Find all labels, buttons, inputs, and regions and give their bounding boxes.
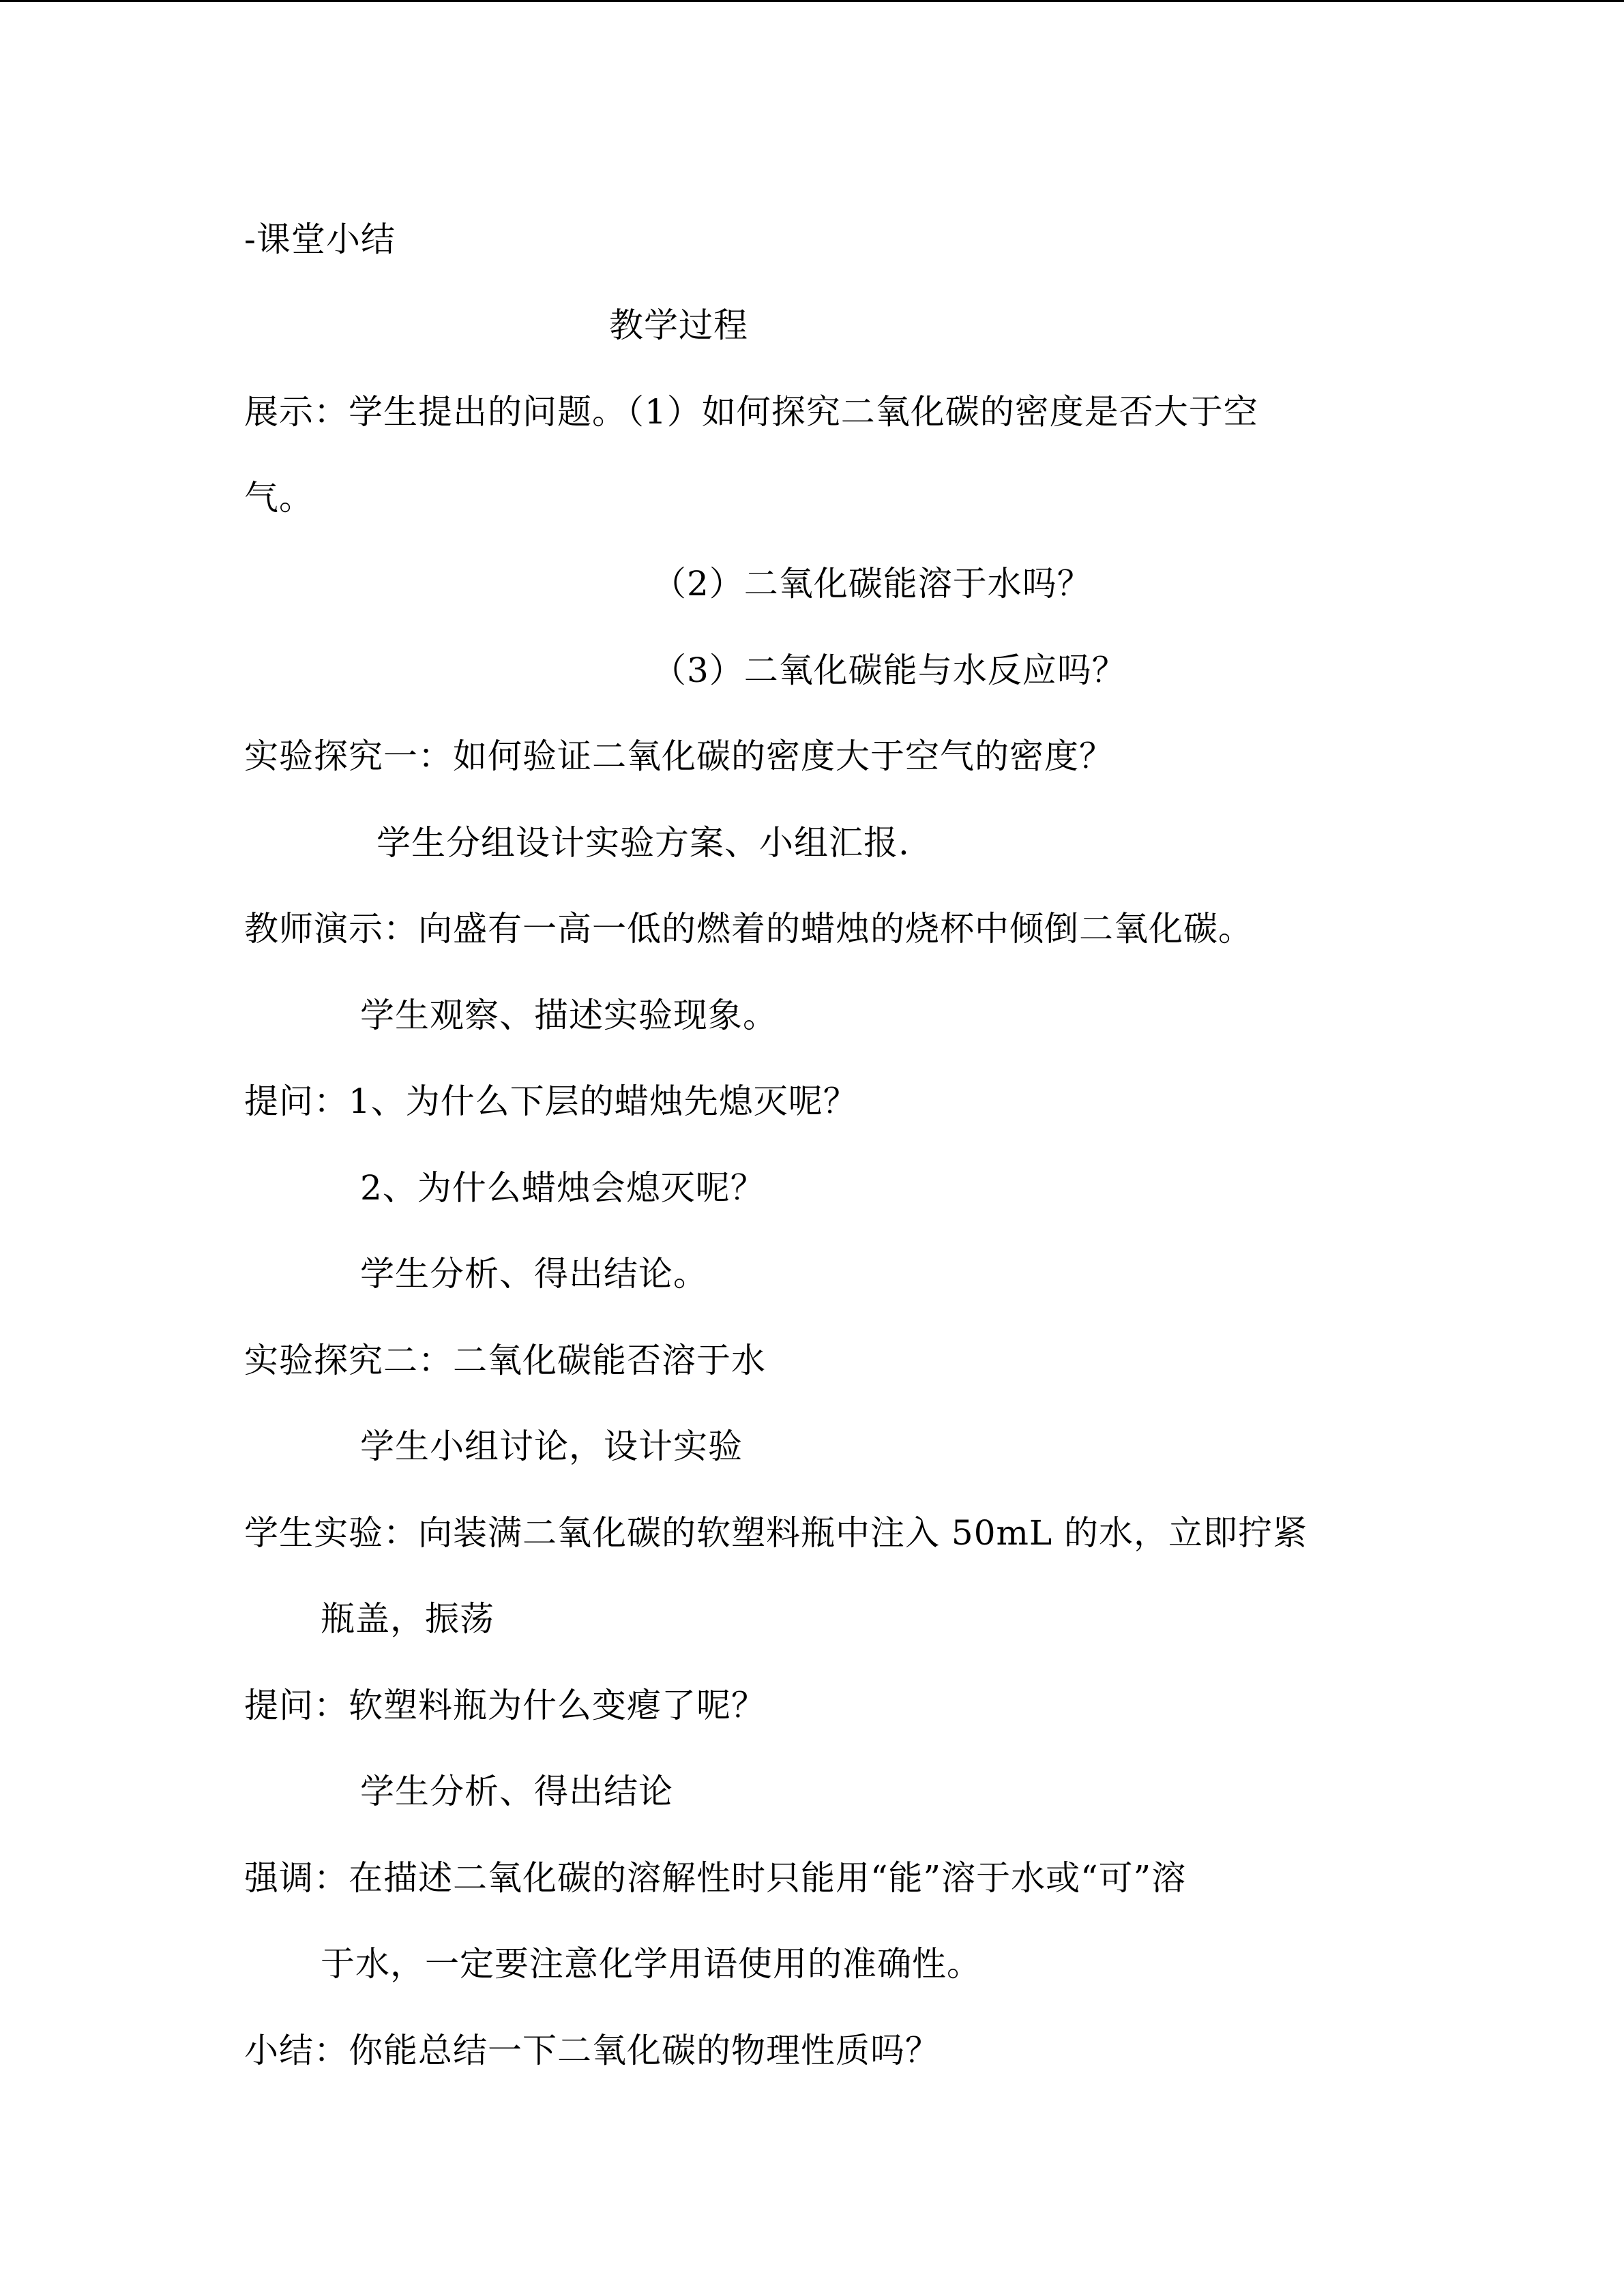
- text-line-ask-1: 提问：1、为什么下层的蜡烛先熄灭呢？: [244, 1082, 858, 1121]
- text-line-student-experiment-cont: 瓶盖，振荡: [321, 1599, 494, 1639]
- text-line-conclusion-2: 学生分析、得出结论: [360, 1772, 673, 1811]
- text-line-emphasis-cont: 于水，一定要注意化学用语使用的准确性。: [321, 1944, 981, 1984]
- text-line-experiment-1: 实验探究一：如何验证二氧化碳的密度大于空气的密度？: [244, 736, 1114, 776]
- text-line-student-experiment: 学生实验：向装满二氧化碳的软塑料瓶中注入 50mL 的水，立即拧紧: [244, 1513, 1308, 1553]
- text-line-conclusion-1: 学生分析、得出结论。: [360, 1254, 708, 1294]
- section-heading: -课堂小结: [244, 220, 396, 259]
- text-line-teacher-demo: 教师演示：向盛有一高一低的燃着的蜡烛的烧杯中倾倒二氧化碳。: [244, 909, 1253, 949]
- top-border: [0, 0, 1624, 2]
- text-line-question-intro-cont: 气。: [244, 478, 314, 518]
- text-line-question-3: （3）二氧化碳能与水反应吗？: [652, 651, 1127, 690]
- text-line-question-intro: 展示：学生提出的问题。（1）如何探究二氧化碳的密度是否大于空: [244, 392, 1258, 432]
- text-line-observe: 学生观察、描述实验现象。: [360, 996, 778, 1035]
- text-line-question-2: （2）二氧化碳能溶于水吗？: [652, 564, 1092, 603]
- text-line-emphasis: 强调：在描述二氧化碳的溶解性时只能用“能”溶于水或“可”溶: [244, 1858, 1187, 1898]
- page-title: 教学过程: [609, 305, 748, 345]
- text-line-group-discuss: 学生小组讨论，设计实验: [360, 1427, 743, 1466]
- text-line-ask-3: 提问：软塑料瓶为什么变瘪了呢？: [244, 1686, 766, 1725]
- text-line-experiment-2: 实验探究二：二氧化碳能否溶于水: [244, 1341, 766, 1380]
- text-line-summary: 小结：你能总结一下二氧化碳的物理性质吗？: [244, 2031, 940, 2070]
- text-line-ask-2: 2、为什么蜡烛会熄灭呢？: [360, 1168, 765, 1208]
- text-line-group-design: 学生分组设计实验方案、小组汇报.: [377, 823, 910, 863]
